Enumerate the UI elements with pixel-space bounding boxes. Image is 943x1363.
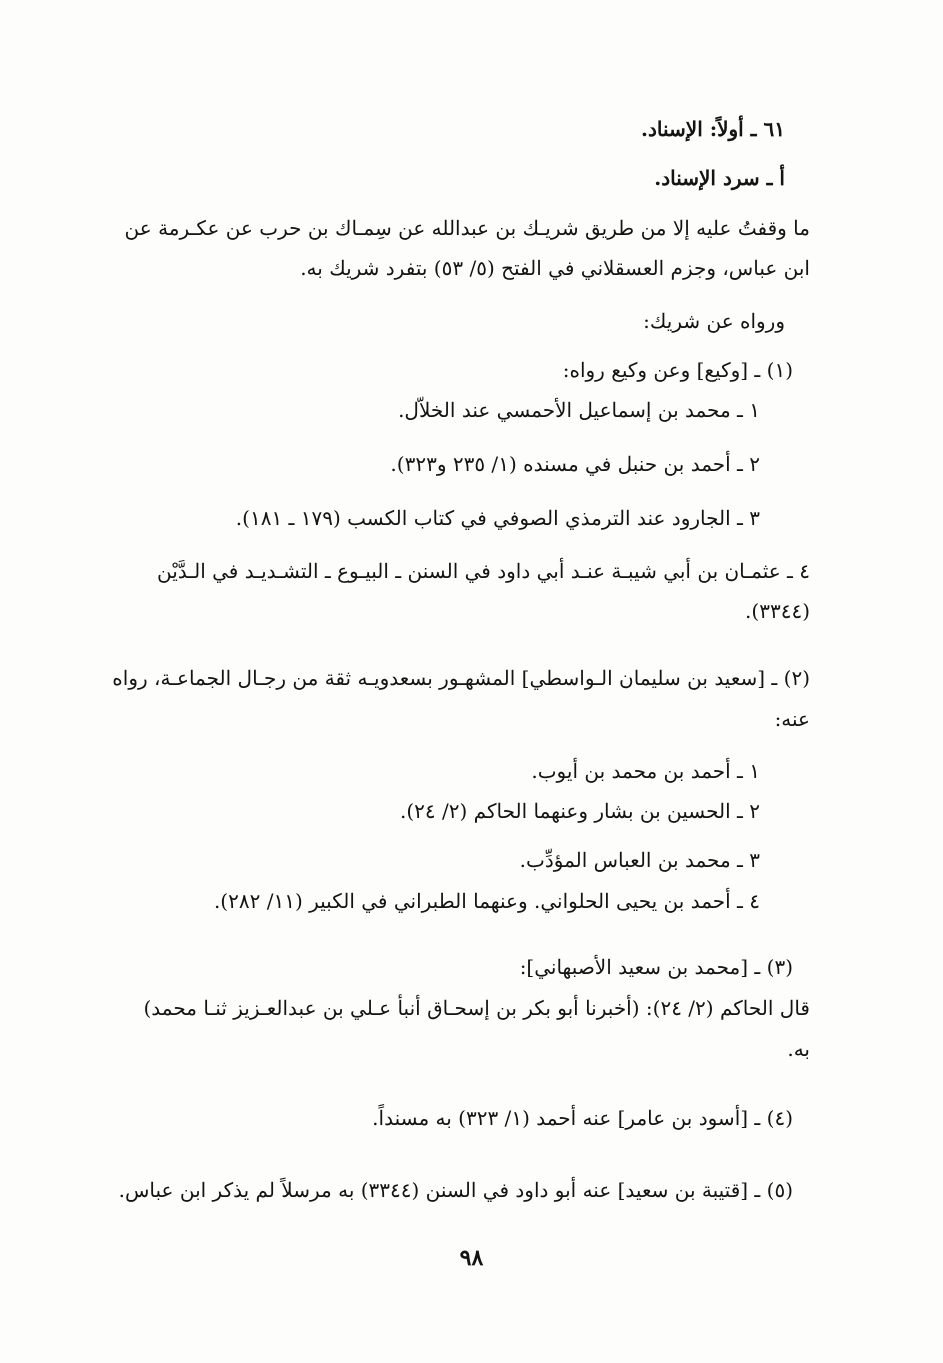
intro-line: ابن عباس، وجزم العسقلاني في الفتح (٥/ ٥٣) بتفرد شريك به. bbox=[300, 256, 810, 280]
group-line: (٥) ـ [قتيبة بن سعيد] عنه أبو داود في السنن (٣٣٤٤) به مرسلاً لم يذكر ابن عباس. bbox=[118, 1178, 793, 1202]
paragraph-line: به. bbox=[787, 1037, 810, 1061]
list-item: ١ ـ محمد بن إسماعيل الأحمسي عند الخلاّل. bbox=[398, 398, 760, 422]
list-item: ٢ ـ الحسين بن بشار وعنهما الحاكم (٢/ ٢٤). bbox=[399, 799, 760, 823]
list-item: ٤ ـ عثمـان بن أبي شيبـة عنـد أبي داود في السنن ـ البيـوع ـ التشـديـد في الـدَّيْن bbox=[156, 559, 810, 583]
list-item: ١ ـ أحمد بن محمد بن أيوب. bbox=[531, 759, 760, 783]
paragraph-line: قال الحاكم (٢/ ٢٤): (أخبرنا أبو بكر بن إسحـاق أنبأ عـلي بن عبدالعـزيز ثنـا محمد) bbox=[143, 996, 810, 1020]
page-number: ٩٨ bbox=[459, 1245, 484, 1271]
list-item: ٣ ـ محمد بن العباس المؤدِّب. bbox=[519, 848, 760, 872]
list-item-continuation: (٣٣٤٤). bbox=[745, 599, 810, 623]
narrators-intro: ورواه عن شريك: bbox=[643, 309, 785, 333]
list-item: ٣ ـ الجارود عند الترمذي الصوفي في كتاب الكسب (١٧٩ ـ ١٨١). bbox=[235, 506, 760, 530]
intro-line: ما وقفتُ عليه إلا من طريق شريـك بن عبدالله عن سِمـاك بن حرب عن عكـرمة عن bbox=[124, 216, 810, 240]
sub-heading: أ ـ سرد الإسناد. bbox=[654, 166, 785, 190]
group-heading-continuation: عنه: bbox=[774, 707, 810, 731]
list-item: ٢ ـ أحمد بن حنبل في مسنده (١/ ٢٣٥ و٣٢٣). bbox=[390, 452, 760, 476]
list-item: ٤ ـ أحمد بن يحيى الحلواني. وعنهما الطبراني في الكبير (١١/ ٢٨٢). bbox=[213, 889, 760, 913]
group-heading: (١) ـ [وكيع] وعن وكيع رواه: bbox=[562, 358, 793, 382]
group-heading: (٢) ـ [سعيد بن سليمان الـواسطي] المشهـور بسعدويـه ثقة من رجـال الجماعـة، رواه bbox=[112, 666, 810, 690]
group-line: (٤) ـ [أسود بن عامر] عنه أحمد (١/ ٣٢٣) به مسنداً. bbox=[372, 1106, 793, 1130]
section-heading: ٦١ ـ أولاً: الإسناد. bbox=[641, 117, 785, 141]
group-heading: (٣) ـ [محمد بن سعيد الأصبهاني]: bbox=[519, 955, 793, 979]
